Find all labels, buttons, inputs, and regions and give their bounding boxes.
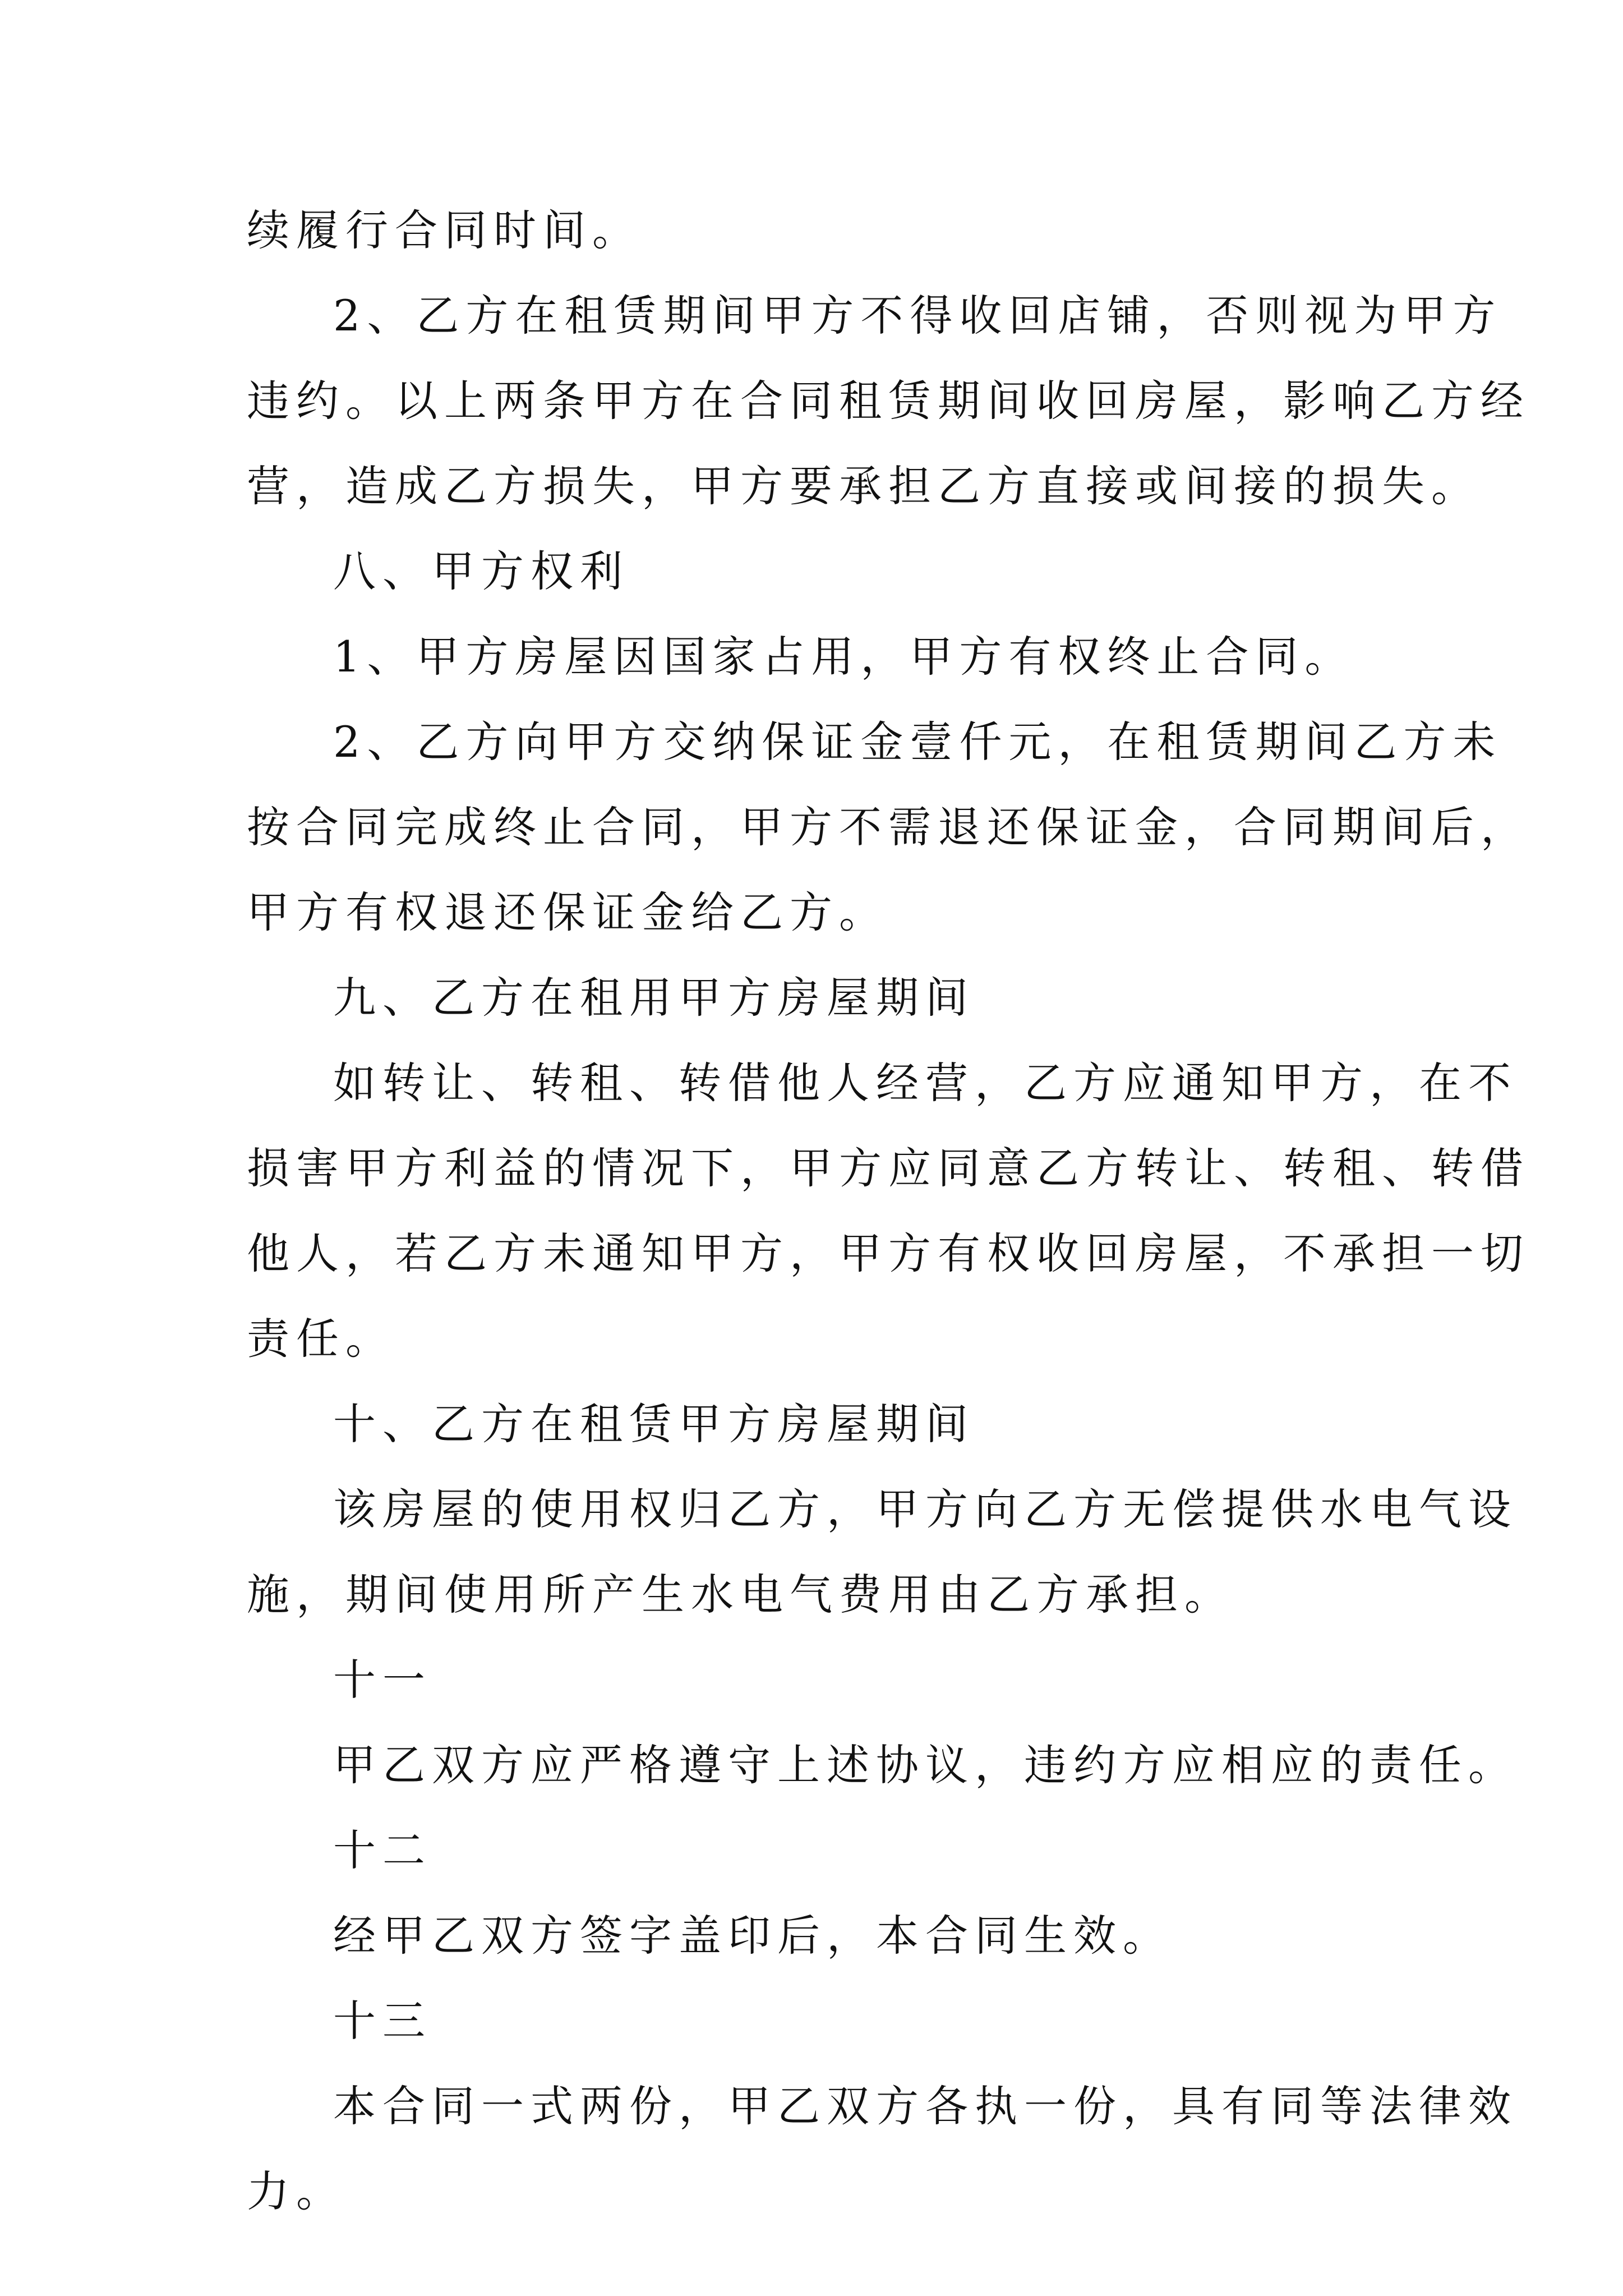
section-heading: 十二 [333,1825,432,1875]
text-line: 1、甲方房屋因国家占用，甲方有权终止合同。 [333,632,1354,682]
text-line: 该房屋的使用权归乙方，甲方向乙方无偿提供水电气设 [333,1484,1518,1534]
text-line: 续履行合同时间。 [247,205,642,255]
text-line: 甲方有权退还保证金给乙方。 [247,887,888,937]
text-line: 施，期间使用所产生水电气费用由乙方承担。 [247,1570,1234,1619]
text-line: 2、乙方向甲方交纳保证金壹仟元，在租赁期间乙方未 [333,717,1502,767]
text-line: 损害甲方利益的情况下，甲方应同意乙方转让、转租、转借 [247,1143,1530,1193]
text-line: 他人，若乙方未通知甲方，甲方有权收回房屋，不承担一切 [247,1228,1530,1278]
text-line: 如转让、转租、转借他人经营，乙方应通知甲方，在不 [333,1058,1518,1108]
text-line: 甲乙双方应严格遵守上述协议，违约方应相应的责任。 [333,1740,1518,1790]
text-line: 经甲乙双方签字盖印后，本合同生效。 [333,1911,1172,1961]
text-line: 营，造成乙方损失，甲方要承担乙方直接或间接的损失。 [247,461,1481,511]
section-heading: 十一 [333,1655,432,1705]
section-heading: 十、乙方在租赁甲方房屋期间 [333,1399,975,1449]
section-heading: 九、乙方在租用甲方房屋期间 [333,973,975,1023]
section-heading: 十三 [333,1996,432,2046]
text-line: 本合同一式两份，甲乙双方各执一份，具有同等法律效 [333,2081,1518,2131]
text-line: 违约。以上两条甲方在合同租赁期间收回房屋，影响乙方经 [247,376,1530,426]
text-line: 责任。 [247,1314,395,1364]
section-heading: 八、甲方权利 [333,546,629,596]
contract-text [247,188,1530,2234]
text-line: 2、乙方在租赁期间甲方不得收回店铺，否则视为甲方 [333,291,1502,341]
text-line: 力。 [247,2166,345,2216]
text-line: 按合同完成终止合同，甲方不需退还保证金，合同期间后， [247,802,1530,852]
